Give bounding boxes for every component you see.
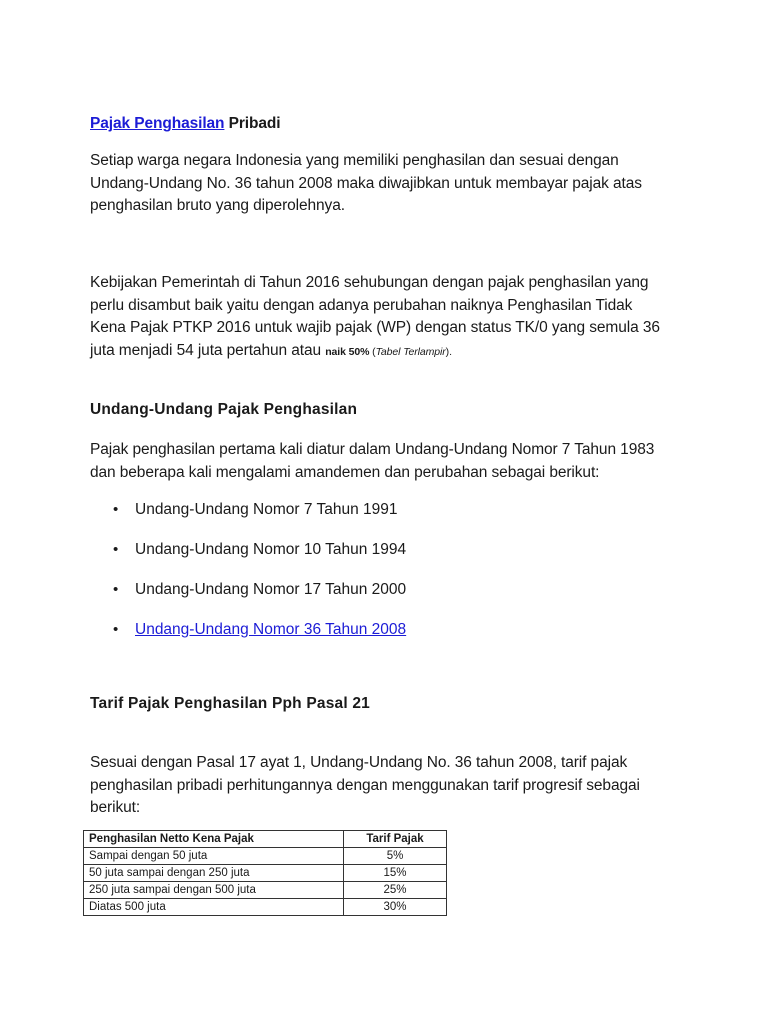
income-cell: 50 juta sampai dengan 250 juta [84, 865, 344, 882]
tariff-paragraph [90, 752, 680, 820]
intro-line: Setiap warga negara Indonesia yang memiliki penghasilan dan sesuai dengan [90, 152, 619, 169]
law-2008-link[interactable]: Undang-Undang Nomor 36 Tahun 2008 [135, 621, 407, 638]
tariff-line: berikut: [90, 799, 141, 816]
income-cell: Diatas 500 juta [84, 899, 344, 916]
table-row [84, 899, 447, 916]
bullet-icon: • [113, 541, 119, 558]
rate-cell: 5% [344, 848, 447, 865]
bullet-icon: • [113, 581, 119, 598]
law-item-text: Undang-Undang Nomor 10 Tahun 1994 [135, 541, 407, 558]
note-open: ( [369, 345, 376, 358]
intro-line: penghasilan bruto yang diperolehnya. [90, 197, 345, 214]
tax-rate-table [83, 830, 447, 916]
list-item [90, 499, 590, 539]
rate-cell: 30% [344, 899, 447, 916]
bullet-icon: • [113, 621, 119, 638]
policy-paragraph [90, 272, 680, 363]
tarif-heading: Tarif Pajak Penghasilan Pph Pasal 21 [90, 695, 371, 712]
intro-paragraph [90, 150, 680, 218]
increase-note: naik 50% [325, 345, 370, 358]
table-row [84, 848, 447, 865]
column-header-rate: Tarif Pajak [344, 831, 447, 848]
bullet-icon: • [113, 501, 119, 518]
rate-cell: 25% [344, 882, 447, 899]
rate-cell: 15% [344, 865, 447, 882]
table-row [84, 882, 447, 899]
page-title-rest: Pribadi [224, 115, 281, 132]
income-cell: 250 juta sampai dengan 500 juta [84, 882, 344, 899]
note-close: ). [445, 345, 452, 358]
pajak-penghasilan-link[interactable]: Pajak Penghasilan [90, 115, 225, 132]
list-item [90, 539, 590, 579]
policy-line-last [90, 340, 680, 364]
income-cell: Sampai dengan 50 juta [84, 848, 344, 865]
tariff-line: penghasilan pribadi perhitungannya dengan menggunakan tarif progresif sebagai [90, 776, 640, 794]
page-title [90, 113, 680, 136]
law-item-text: Undang-Undang Nomor 17 Tahun 2000 [135, 581, 407, 598]
table-reference: Tabel Terlampir [375, 345, 446, 358]
table-row [84, 865, 447, 882]
history-paragraph [90, 439, 680, 484]
tariff-line: Sesuai dengan Pasal 17 ayat 1, Undang-Undang No. 36 tahun 2008, tarif pajak [90, 754, 628, 771]
law-item-text: Undang-Undang Nomor 7 Tahun 1991 [135, 501, 398, 518]
policy-line: Kena Pajak PTKP 2016 untuk wajib pajak (WP) dengan status TK/0 yang semula 36 [90, 319, 660, 336]
table-header-row [84, 831, 447, 848]
intro-line: Undang-Undang No. 36 tahun 2008 maka diwajibkan untuk membayar pajak atas [90, 174, 642, 192]
policy-line: Kebijakan Pemerintah di Tahun 2016 sehubungan dengan pajak penghasilan yang [90, 274, 649, 291]
history-line: dan beberapa kali mengalami amandemen dan perubahan sebagai berikut: [90, 463, 600, 481]
law-list [90, 499, 590, 659]
policy-line-text: juta menjadi 54 juta pertahun atau [90, 341, 326, 359]
policy-line: perlu disambut baik yaitu dengan adanya perubahan naiknya Penghasilan Tidak [90, 296, 633, 314]
list-item [90, 619, 590, 659]
list-item [90, 579, 590, 619]
uu-heading: Undang-Undang Pajak Penghasilan [90, 401, 358, 418]
history-line: Pajak penghasilan pertama kali diatur dalam Undang-Undang Nomor 7 Tahun 1983 [90, 441, 655, 458]
column-header-income: Penghasilan Netto Kena Pajak [84, 831, 344, 848]
